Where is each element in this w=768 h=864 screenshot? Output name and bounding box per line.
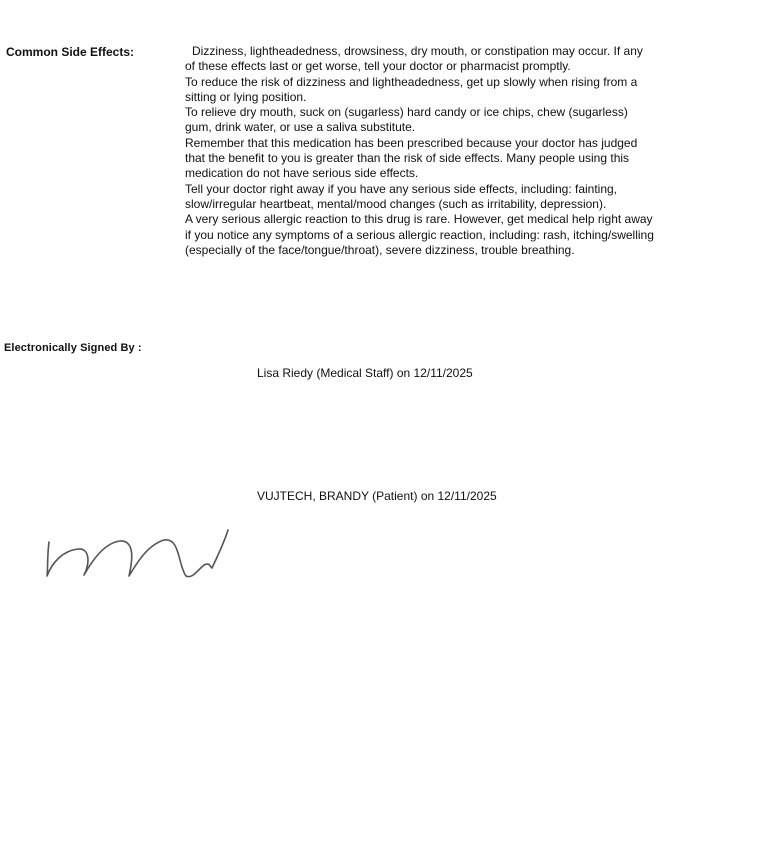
side-effects-paragraph-6: A very serious allergic reaction to this drug is rare. However, get medical help right away if you notice any symptoms of a serious allergic reaction, including: rash, itching/swelling (especially of the face/tongue/throat), severe dizziness, trouble breathing. — [185, 212, 654, 257]
signature-stroke — [47, 530, 228, 577]
side-effects-paragraph-5: Tell your doctor right away if you have any serious side effects, including: fainting, slow/irregular heartbeat, mental/mood changes (such as irritability, depression). — [185, 181, 618, 211]
electronically-signed-by-label: Electronically Signed By : — [4, 342, 142, 354]
side-effects-paragraph-2: To reduce the risk of dizziness and lightheadedness, get up slowly when rising from a sitting or lying position. — [185, 74, 638, 104]
patient-signature-line: VUJTECH, BRANDY (Patient) on 12/11/2025 — [257, 489, 497, 503]
side-effects-text — [185, 44, 655, 258]
staff-signature-line: Lisa Riedy (Medical Staff) on 12/11/2025 — [257, 366, 473, 380]
side-effects-paragraph-1: Dizziness, lightheadedness, drowsiness, dry mouth, or constipation may occur. If any of these effects last or get worse, tell your doctor or pharmacist promptly. — [185, 44, 643, 74]
side-effects-paragraph-4: Remember that this medication has been prescribed because your doctor has judged that the benefit to you is greater than the risk of side effects. Many people using this medication do not have serious side effects. — [185, 135, 638, 181]
handwritten-signature-image — [40, 525, 240, 585]
common-side-effects-label: Common Side Effects: — [6, 45, 135, 59]
side-effects-paragraph-3: To relieve dry mouth, suck on (sugarless) hard candy or ice chips, chew (sugarless) gum, drink water, or use a saliva substitute. — [185, 105, 628, 135]
